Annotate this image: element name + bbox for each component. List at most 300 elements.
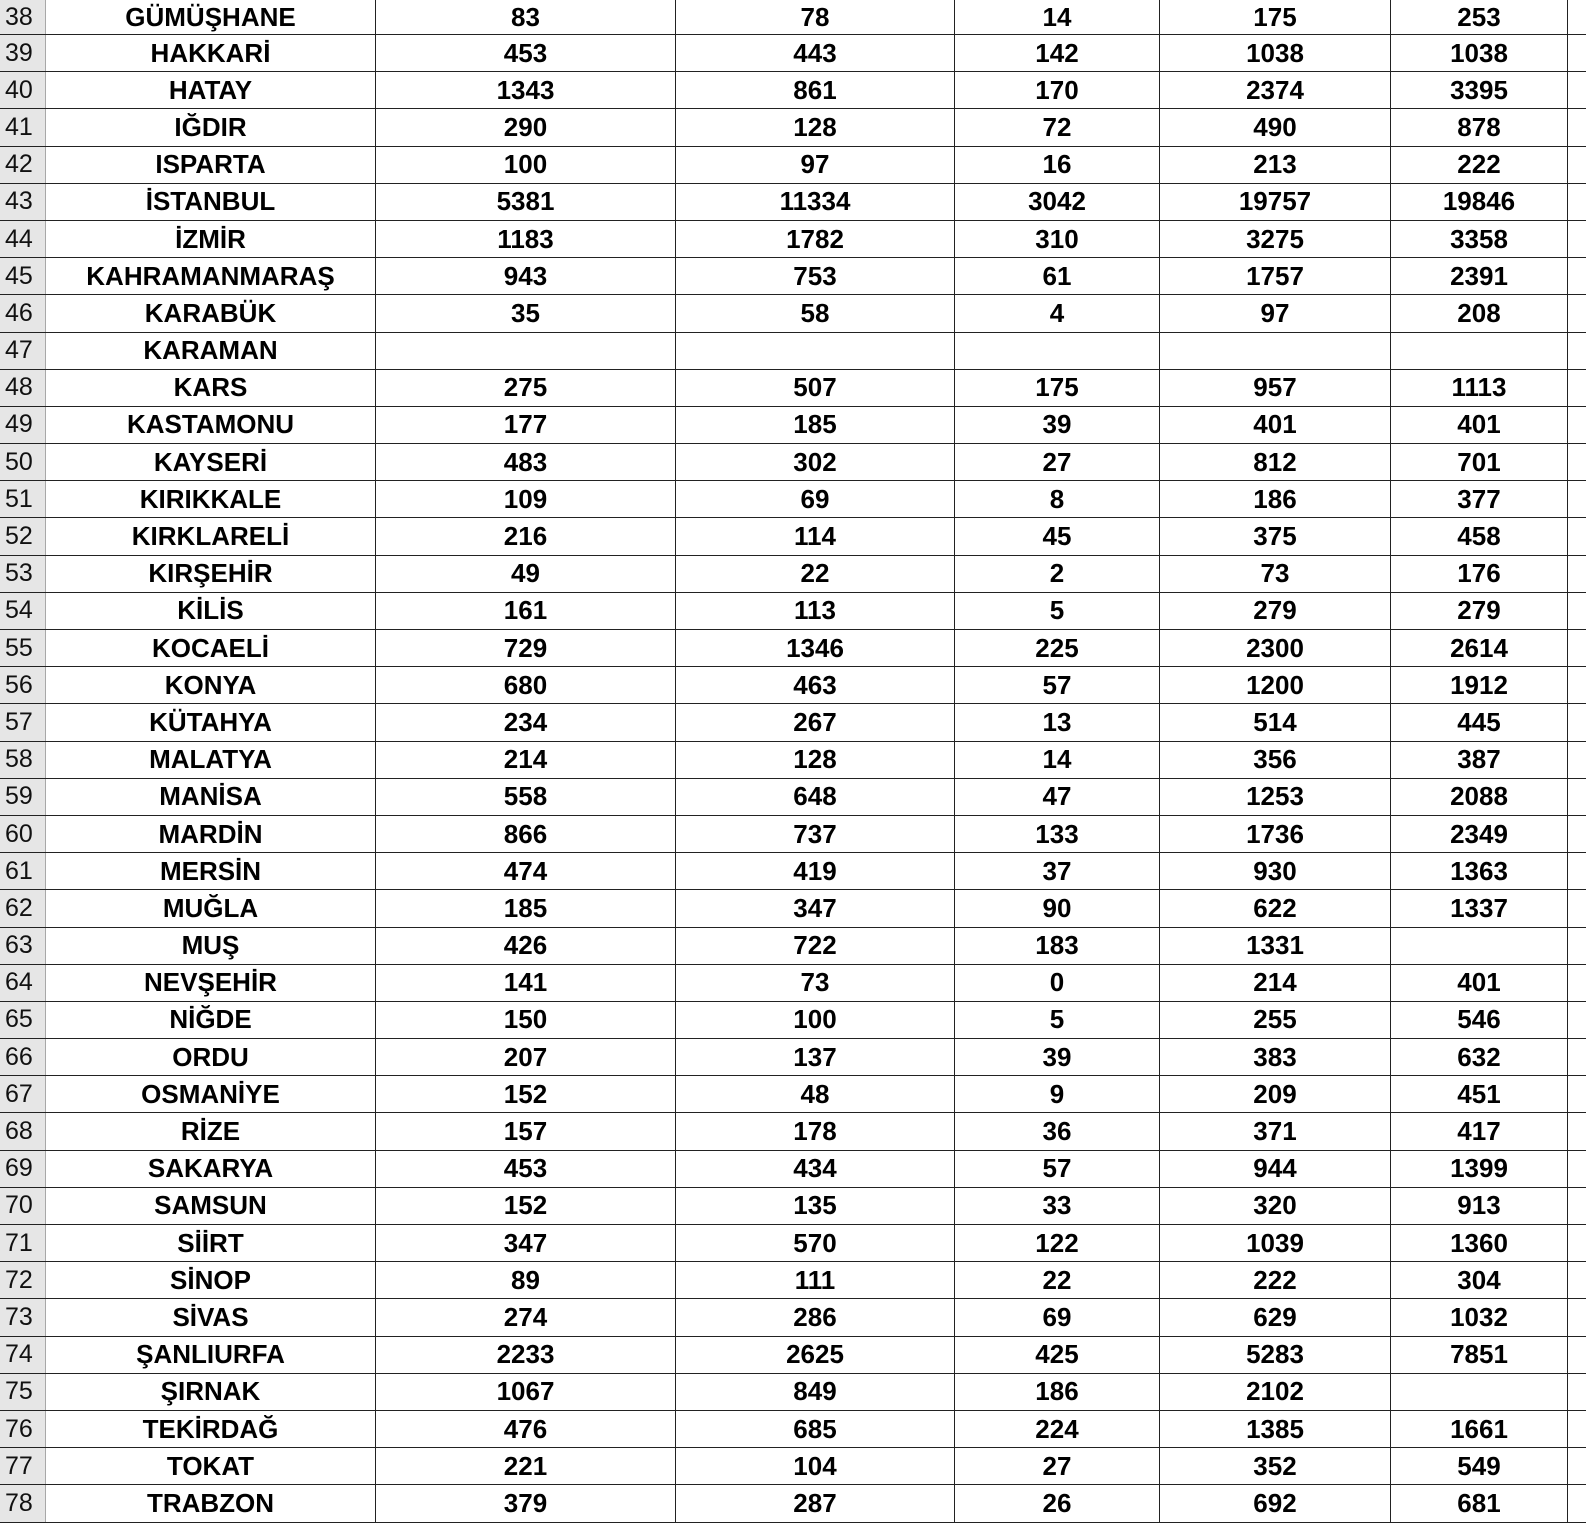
value-cell[interactable]: 1039 (1160, 1225, 1391, 1261)
row-header[interactable]: 68 (0, 1113, 46, 1149)
value-cell[interactable] (376, 333, 676, 369)
value-cell[interactable]: 419 (676, 853, 955, 889)
row-header[interactable]: 43 (0, 184, 46, 220)
value-cell[interactable]: 135 (676, 1188, 955, 1224)
empty-cell[interactable] (1568, 1411, 1586, 1447)
value-cell[interactable]: 320 (1160, 1188, 1391, 1224)
value-cell[interactable]: 401 (1391, 965, 1568, 1001)
province-cell[interactable]: NİĞDE (46, 1002, 376, 1038)
empty-cell[interactable] (1568, 556, 1586, 592)
value-cell[interactable]: 9 (955, 1076, 1160, 1112)
value-cell[interactable]: 425 (955, 1337, 1160, 1373)
value-cell[interactable]: 170 (955, 72, 1160, 108)
value-cell[interactable]: 185 (376, 890, 676, 926)
empty-cell[interactable] (1568, 890, 1586, 926)
value-cell[interactable]: 19757 (1160, 184, 1391, 220)
value-cell[interactable]: 183 (955, 928, 1160, 964)
value-cell[interactable]: 90 (955, 890, 1160, 926)
row-header[interactable]: 59 (0, 779, 46, 815)
value-cell[interactable]: 753 (676, 258, 955, 294)
value-cell[interactable]: 22 (676, 556, 955, 592)
value-cell[interactable]: 186 (955, 1374, 1160, 1410)
value-cell[interactable]: 5283 (1160, 1337, 1391, 1373)
value-cell[interactable]: 310 (955, 221, 1160, 257)
province-cell[interactable]: TRABZON (46, 1485, 376, 1521)
empty-cell[interactable] (1568, 1113, 1586, 1149)
value-cell[interactable]: 2374 (1160, 72, 1391, 108)
value-cell[interactable]: 944 (1160, 1151, 1391, 1187)
value-cell[interactable]: 304 (1391, 1262, 1568, 1298)
value-cell[interactable]: 1038 (1391, 35, 1568, 71)
empty-cell[interactable] (1568, 1151, 1586, 1187)
value-cell[interactable]: 186 (1160, 481, 1391, 517)
value-cell[interactable]: 729 (376, 630, 676, 666)
value-cell[interactable]: 546 (1391, 1002, 1568, 1038)
value-cell[interactable]: 861 (676, 72, 955, 108)
value-cell[interactable]: 267 (676, 704, 955, 740)
value-cell[interactable]: 26 (955, 1485, 1160, 1521)
province-cell[interactable]: MUŞ (46, 928, 376, 964)
row-header[interactable]: 76 (0, 1411, 46, 1447)
value-cell[interactable]: 1360 (1391, 1225, 1568, 1261)
row-header[interactable]: 39 (0, 35, 46, 71)
value-cell[interactable]: 14 (955, 0, 1160, 34)
value-cell[interactable]: 161 (376, 593, 676, 629)
value-cell[interactable]: 878 (1391, 109, 1568, 145)
value-cell[interactable]: 352 (1160, 1448, 1391, 1484)
value-cell[interactable]: 78 (676, 0, 955, 34)
province-cell[interactable]: KAYSERİ (46, 444, 376, 480)
province-cell[interactable]: HAKKARİ (46, 35, 376, 71)
value-cell[interactable]: 849 (676, 1374, 955, 1410)
row-header[interactable]: 66 (0, 1039, 46, 1075)
row-header[interactable]: 53 (0, 556, 46, 592)
value-cell[interactable]: 176 (1391, 556, 1568, 592)
empty-cell[interactable] (1568, 1337, 1586, 1373)
row-header[interactable]: 67 (0, 1076, 46, 1112)
province-cell[interactable]: GÜMÜŞHANE (46, 0, 376, 34)
row-header[interactable]: 52 (0, 518, 46, 554)
value-cell[interactable]: 11334 (676, 184, 955, 220)
value-cell[interactable]: 61 (955, 258, 1160, 294)
value-cell[interactable]: 73 (676, 965, 955, 1001)
value-cell[interactable]: 0 (955, 965, 1160, 1001)
row-header[interactable]: 57 (0, 704, 46, 740)
province-cell[interactable]: KAHRAMANMARAŞ (46, 258, 376, 294)
value-cell[interactable]: 33 (955, 1188, 1160, 1224)
value-cell[interactable]: 152 (376, 1188, 676, 1224)
empty-cell[interactable] (1568, 1374, 1586, 1410)
value-cell[interactable]: 83 (376, 0, 676, 34)
value-cell[interactable]: 957 (1160, 370, 1391, 406)
province-cell[interactable]: SİVAS (46, 1299, 376, 1335)
province-cell[interactable]: MALATYA (46, 742, 376, 778)
value-cell[interactable]: 225 (955, 630, 1160, 666)
value-cell[interactable] (1391, 1374, 1568, 1410)
value-cell[interactable]: 5381 (376, 184, 676, 220)
value-cell[interactable]: 463 (676, 667, 955, 703)
value-cell[interactable]: 177 (376, 407, 676, 443)
row-header[interactable]: 54 (0, 593, 46, 629)
row-header[interactable]: 63 (0, 928, 46, 964)
value-cell[interactable]: 222 (1160, 1262, 1391, 1298)
value-cell[interactable]: 458 (1391, 518, 1568, 554)
value-cell[interactable]: 113 (676, 593, 955, 629)
value-cell[interactable]: 207 (376, 1039, 676, 1075)
value-cell[interactable]: 347 (376, 1225, 676, 1261)
row-header[interactable]: 73 (0, 1299, 46, 1335)
value-cell[interactable]: 97 (676, 147, 955, 183)
value-cell[interactable]: 47 (955, 779, 1160, 815)
value-cell[interactable]: 208 (1391, 295, 1568, 331)
value-cell[interactable]: 178 (676, 1113, 955, 1149)
value-cell[interactable]: 275 (376, 370, 676, 406)
empty-cell[interactable] (1568, 444, 1586, 480)
value-cell[interactable]: 2102 (1160, 1374, 1391, 1410)
value-cell[interactable]: 1912 (1391, 667, 1568, 703)
value-cell[interactable]: 483 (376, 444, 676, 480)
empty-cell[interactable] (1568, 295, 1586, 331)
empty-cell[interactable] (1568, 742, 1586, 778)
value-cell[interactable]: 722 (676, 928, 955, 964)
province-cell[interactable]: SİNOP (46, 1262, 376, 1298)
value-cell[interactable]: 4 (955, 295, 1160, 331)
row-header[interactable]: 60 (0, 816, 46, 852)
value-cell[interactable]: 1200 (1160, 667, 1391, 703)
value-cell[interactable]: 122 (955, 1225, 1160, 1261)
row-header[interactable]: 69 (0, 1151, 46, 1187)
value-cell[interactable] (1391, 333, 1568, 369)
value-cell[interactable]: 375 (1160, 518, 1391, 554)
value-cell[interactable]: 514 (1160, 704, 1391, 740)
value-cell[interactable]: 39 (955, 407, 1160, 443)
empty-cell[interactable] (1568, 1485, 1586, 1521)
empty-cell[interactable] (1568, 221, 1586, 257)
province-cell[interactable]: İSTANBUL (46, 184, 376, 220)
province-cell[interactable]: OSMANİYE (46, 1076, 376, 1112)
empty-cell[interactable] (1568, 1299, 1586, 1335)
value-cell[interactable]: 290 (376, 109, 676, 145)
value-cell[interactable]: 3395 (1391, 72, 1568, 108)
province-cell[interactable]: NEVŞEHİR (46, 965, 376, 1001)
value-cell[interactable]: 943 (376, 258, 676, 294)
value-cell[interactable]: 685 (676, 1411, 955, 1447)
value-cell[interactable]: 680 (376, 667, 676, 703)
value-cell[interactable]: 629 (1160, 1299, 1391, 1335)
value-cell[interactable]: 69 (676, 481, 955, 517)
value-cell[interactable]: 383 (1160, 1039, 1391, 1075)
value-cell[interactable]: 1363 (1391, 853, 1568, 889)
value-cell[interactable]: 443 (676, 35, 955, 71)
value-cell[interactable]: 1032 (1391, 1299, 1568, 1335)
value-cell[interactable]: 356 (1160, 742, 1391, 778)
province-cell[interactable]: KIRIKKALE (46, 481, 376, 517)
row-header[interactable]: 47 (0, 333, 46, 369)
province-cell[interactable]: KÜTAHYA (46, 704, 376, 740)
value-cell[interactable]: 1337 (1391, 890, 1568, 926)
value-cell[interactable]: 150 (376, 1002, 676, 1038)
value-cell[interactable] (1160, 333, 1391, 369)
value-cell[interactable]: 570 (676, 1225, 955, 1261)
empty-cell[interactable] (1568, 1076, 1586, 1112)
value-cell[interactable]: 434 (676, 1151, 955, 1187)
row-header[interactable]: 48 (0, 370, 46, 406)
value-cell[interactable]: 1183 (376, 221, 676, 257)
value-cell[interactable]: 36 (955, 1113, 1160, 1149)
value-cell[interactable]: 100 (676, 1002, 955, 1038)
province-cell[interactable]: MUĞLA (46, 890, 376, 926)
province-cell[interactable]: MANİSA (46, 779, 376, 815)
empty-cell[interactable] (1568, 0, 1586, 34)
value-cell[interactable]: 377 (1391, 481, 1568, 517)
value-cell[interactable]: 3358 (1391, 221, 1568, 257)
value-cell[interactable]: 49 (376, 556, 676, 592)
value-cell[interactable]: 453 (376, 35, 676, 71)
empty-cell[interactable] (1568, 1002, 1586, 1038)
province-cell[interactable]: SİİRT (46, 1225, 376, 1261)
value-cell[interactable]: 2088 (1391, 779, 1568, 815)
value-cell[interactable]: 19846 (1391, 184, 1568, 220)
value-cell[interactable]: 1113 (1391, 370, 1568, 406)
empty-cell[interactable] (1568, 184, 1586, 220)
value-cell[interactable]: 371 (1160, 1113, 1391, 1149)
value-cell[interactable]: 37 (955, 853, 1160, 889)
value-cell[interactable]: 2233 (376, 1337, 676, 1373)
value-cell[interactable]: 213 (1160, 147, 1391, 183)
value-cell[interactable]: 89 (376, 1262, 676, 1298)
value-cell[interactable]: 73 (1160, 556, 1391, 592)
value-cell[interactable]: 279 (1391, 593, 1568, 629)
value-cell[interactable]: 426 (376, 928, 676, 964)
province-cell[interactable]: KONYA (46, 667, 376, 703)
value-cell[interactable]: 39 (955, 1039, 1160, 1075)
value-cell[interactable] (676, 333, 955, 369)
row-header[interactable]: 38 (0, 0, 46, 34)
value-cell[interactable]: 812 (1160, 444, 1391, 480)
province-cell[interactable]: ŞANLIURFA (46, 1337, 376, 1373)
province-cell[interactable]: KİLİS (46, 593, 376, 629)
value-cell[interactable]: 7851 (1391, 1337, 1568, 1373)
row-header[interactable]: 74 (0, 1337, 46, 1373)
province-cell[interactable]: İZMİR (46, 221, 376, 257)
province-cell[interactable]: ŞIRNAK (46, 1374, 376, 1410)
empty-cell[interactable] (1568, 72, 1586, 108)
row-header[interactable]: 58 (0, 742, 46, 778)
value-cell[interactable]: 114 (676, 518, 955, 554)
row-header[interactable]: 40 (0, 72, 46, 108)
province-cell[interactable]: SAMSUN (46, 1188, 376, 1224)
value-cell[interactable]: 45 (955, 518, 1160, 554)
value-cell[interactable]: 185 (676, 407, 955, 443)
value-cell[interactable]: 1399 (1391, 1151, 1568, 1187)
row-header[interactable]: 78 (0, 1485, 46, 1521)
value-cell[interactable]: 279 (1160, 593, 1391, 629)
row-header[interactable]: 75 (0, 1374, 46, 1410)
empty-cell[interactable] (1568, 518, 1586, 554)
province-cell[interactable]: MARDİN (46, 816, 376, 852)
value-cell[interactable]: 2614 (1391, 630, 1568, 666)
value-cell[interactable]: 401 (1391, 407, 1568, 443)
value-cell[interactable]: 866 (376, 816, 676, 852)
value-cell[interactable]: 1757 (1160, 258, 1391, 294)
row-header[interactable]: 49 (0, 407, 46, 443)
province-cell[interactable]: ORDU (46, 1039, 376, 1075)
row-header[interactable]: 62 (0, 890, 46, 926)
value-cell[interactable]: 142 (955, 35, 1160, 71)
empty-cell[interactable] (1568, 481, 1586, 517)
value-cell[interactable]: 2349 (1391, 816, 1568, 852)
province-cell[interactable]: ISPARTA (46, 147, 376, 183)
value-cell[interactable]: 1736 (1160, 816, 1391, 852)
province-cell[interactable]: TOKAT (46, 1448, 376, 1484)
value-cell[interactable]: 549 (1391, 1448, 1568, 1484)
value-cell[interactable]: 209 (1160, 1076, 1391, 1112)
value-cell[interactable]: 701 (1391, 444, 1568, 480)
value-cell[interactable]: 286 (676, 1299, 955, 1335)
province-cell[interactable]: KARS (46, 370, 376, 406)
value-cell[interactable]: 1385 (1160, 1411, 1391, 1447)
province-cell[interactable]: KIRŞEHİR (46, 556, 376, 592)
row-header[interactable]: 77 (0, 1448, 46, 1484)
empty-cell[interactable] (1568, 965, 1586, 1001)
value-cell[interactable]: 97 (1160, 295, 1391, 331)
value-cell[interactable]: 3042 (955, 184, 1160, 220)
province-cell[interactable]: HATAY (46, 72, 376, 108)
value-cell[interactable]: 16 (955, 147, 1160, 183)
province-cell[interactable]: KASTAMONU (46, 407, 376, 443)
value-cell[interactable]: 2391 (1391, 258, 1568, 294)
value-cell[interactable]: 1661 (1391, 1411, 1568, 1447)
value-cell[interactable]: 474 (376, 853, 676, 889)
value-cell[interactable]: 222 (1391, 147, 1568, 183)
value-cell[interactable]: 224 (955, 1411, 1160, 1447)
row-header[interactable]: 44 (0, 221, 46, 257)
province-cell[interactable]: TEKİRDAĞ (46, 1411, 376, 1447)
value-cell[interactable]: 379 (376, 1485, 676, 1521)
value-cell[interactable]: 141 (376, 965, 676, 1001)
row-header[interactable]: 61 (0, 853, 46, 889)
value-cell[interactable]: 2300 (1160, 630, 1391, 666)
value-cell[interactable]: 453 (376, 1151, 676, 1187)
value-cell[interactable] (955, 333, 1160, 369)
value-cell[interactable]: 35 (376, 295, 676, 331)
empty-cell[interactable] (1568, 667, 1586, 703)
value-cell[interactable]: 48 (676, 1076, 955, 1112)
value-cell[interactable]: 417 (1391, 1113, 1568, 1149)
empty-cell[interactable] (1568, 816, 1586, 852)
value-cell[interactable]: 128 (676, 109, 955, 145)
value-cell[interactable]: 387 (1391, 742, 1568, 778)
empty-cell[interactable] (1568, 407, 1586, 443)
value-cell[interactable]: 622 (1160, 890, 1391, 926)
province-cell[interactable]: RİZE (46, 1113, 376, 1149)
row-header[interactable]: 51 (0, 481, 46, 517)
province-cell[interactable]: KIRKLARELİ (46, 518, 376, 554)
value-cell[interactable]: 507 (676, 370, 955, 406)
value-cell[interactable]: 5 (955, 593, 1160, 629)
value-cell[interactable]: 253 (1391, 0, 1568, 34)
row-header[interactable]: 65 (0, 1002, 46, 1038)
value-cell[interactable]: 175 (1160, 0, 1391, 34)
value-cell[interactable]: 648 (676, 779, 955, 815)
value-cell[interactable]: 27 (955, 444, 1160, 480)
row-header[interactable]: 55 (0, 630, 46, 666)
row-header[interactable]: 64 (0, 965, 46, 1001)
empty-cell[interactable] (1568, 109, 1586, 145)
empty-cell[interactable] (1568, 1225, 1586, 1261)
value-cell[interactable]: 1782 (676, 221, 955, 257)
row-header[interactable]: 72 (0, 1262, 46, 1298)
empty-cell[interactable] (1568, 779, 1586, 815)
empty-cell[interactable] (1568, 928, 1586, 964)
value-cell[interactable]: 1346 (676, 630, 955, 666)
empty-cell[interactable] (1568, 147, 1586, 183)
value-cell[interactable]: 27 (955, 1448, 1160, 1484)
row-header[interactable]: 71 (0, 1225, 46, 1261)
value-cell[interactable] (1391, 928, 1568, 964)
empty-cell[interactable] (1568, 370, 1586, 406)
value-cell[interactable]: 255 (1160, 1002, 1391, 1038)
empty-cell[interactable] (1568, 593, 1586, 629)
value-cell[interactable]: 1038 (1160, 35, 1391, 71)
empty-cell[interactable] (1568, 853, 1586, 889)
value-cell[interactable]: 930 (1160, 853, 1391, 889)
row-header[interactable]: 50 (0, 444, 46, 480)
value-cell[interactable]: 347 (676, 890, 955, 926)
value-cell[interactable]: 8 (955, 481, 1160, 517)
value-cell[interactable]: 2625 (676, 1337, 955, 1373)
value-cell[interactable]: 109 (376, 481, 676, 517)
value-cell[interactable]: 69 (955, 1299, 1160, 1335)
value-cell[interactable]: 216 (376, 518, 676, 554)
value-cell[interactable]: 490 (1160, 109, 1391, 145)
value-cell[interactable]: 214 (1160, 965, 1391, 1001)
value-cell[interactable]: 302 (676, 444, 955, 480)
value-cell[interactable]: 692 (1160, 1485, 1391, 1521)
province-cell[interactable]: KARAMAN (46, 333, 376, 369)
value-cell[interactable]: 2 (955, 556, 1160, 592)
value-cell[interactable]: 175 (955, 370, 1160, 406)
value-cell[interactable]: 274 (376, 1299, 676, 1335)
value-cell[interactable]: 1253 (1160, 779, 1391, 815)
value-cell[interactable]: 157 (376, 1113, 676, 1149)
value-cell[interactable]: 737 (676, 816, 955, 852)
value-cell[interactable]: 22 (955, 1262, 1160, 1298)
value-cell[interactable]: 1067 (376, 1374, 676, 1410)
value-cell[interactable]: 100 (376, 147, 676, 183)
row-header[interactable]: 46 (0, 295, 46, 331)
value-cell[interactable]: 133 (955, 816, 1160, 852)
province-cell[interactable]: IĞDIR (46, 109, 376, 145)
value-cell[interactable]: 104 (676, 1448, 955, 1484)
value-cell[interactable]: 14 (955, 742, 1160, 778)
empty-cell[interactable] (1568, 1448, 1586, 1484)
value-cell[interactable]: 287 (676, 1485, 955, 1521)
value-cell[interactable]: 72 (955, 109, 1160, 145)
value-cell[interactable]: 214 (376, 742, 676, 778)
row-header[interactable]: 45 (0, 258, 46, 294)
value-cell[interactable]: 1343 (376, 72, 676, 108)
row-header[interactable]: 70 (0, 1188, 46, 1224)
empty-cell[interactable] (1568, 258, 1586, 294)
value-cell[interactable]: 5 (955, 1002, 1160, 1038)
empty-cell[interactable] (1568, 333, 1586, 369)
row-header[interactable]: 56 (0, 667, 46, 703)
value-cell[interactable]: 451 (1391, 1076, 1568, 1112)
value-cell[interactable]: 445 (1391, 704, 1568, 740)
empty-cell[interactable] (1568, 704, 1586, 740)
value-cell[interactable]: 221 (376, 1448, 676, 1484)
